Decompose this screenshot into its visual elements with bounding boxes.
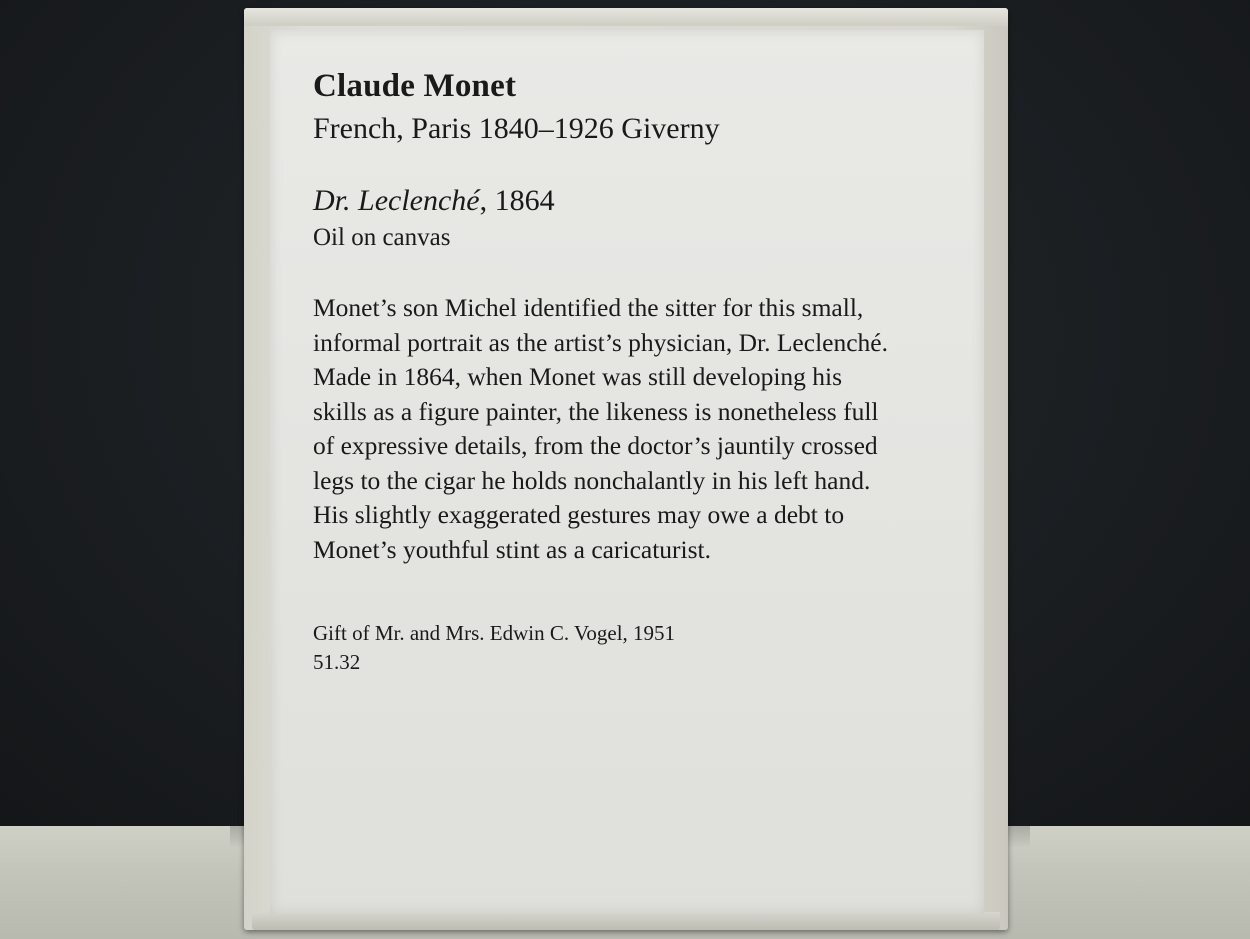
description-line: of expressive details, from the doctor’s jauntily crossed [313,431,878,460]
artwork-title-line [313,184,555,218]
description-line: Made in 1864, when Monet was still developing his [313,362,843,391]
artwork-year: , 1864 [479,184,555,217]
description-line: Monet’s youthful stint as a caricaturist. [313,534,712,564]
description-line: His slightly exaggerated gestures may owe a debt to [313,500,845,529]
artist-bio: French, Paris 1840–1926 Giverny [313,112,720,145]
description-line: Monet’s son Michel identified the sitter for this small, [313,293,864,322]
frame-top-edge [244,8,1008,26]
artwork-title: Dr. Leclenché [313,184,480,217]
frame-bottom-edge [252,912,1000,930]
description-line: skills as a figure painter, the likeness is nonetheless full [313,396,879,426]
description-line: informal portrait as the artist’s physician, Dr. Leclenché. [313,327,888,357]
accession-number: 51.32 [313,649,361,674]
artwork-medium: Oil on canvas [313,224,451,251]
credit-line: Gift of Mr. and Mrs. Edwin C. Vogel, 1951 [313,621,676,645]
credit-block [313,619,675,676]
description-line: legs to the cigar he holds nonchalantly in his left hand. [313,465,871,495]
artist-name: Claude Monet [313,68,517,104]
description-text [313,291,888,567]
